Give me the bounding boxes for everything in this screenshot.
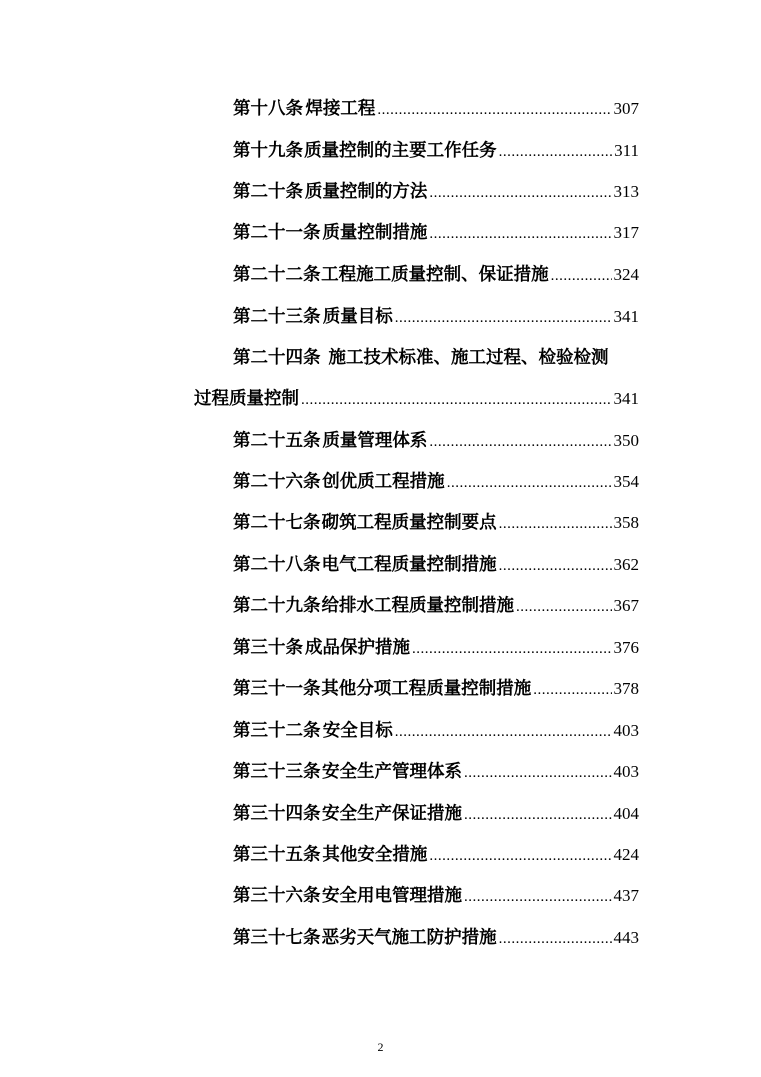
- toc-entry-number: 第二十八条: [233, 555, 321, 575]
- dot-leader: [464, 882, 611, 912]
- dot-leader: [395, 717, 612, 747]
- toc-entry[interactable]: [233, 302, 639, 332]
- toc-entry-title: 施工技术标准、施工过程、检验检测: [328, 348, 609, 368]
- toc-entry-page: 404: [613, 804, 639, 823]
- toc-entry-page: 403: [613, 721, 639, 740]
- dot-leader: [447, 468, 612, 498]
- toc-entry-number: 第三十条: [233, 638, 303, 658]
- toc-entry-number: 第二十条: [233, 182, 303, 202]
- toc-entry[interactable]: [233, 923, 639, 953]
- toc-entry-number: 第三十四条: [233, 804, 321, 824]
- toc-entry-title: 其他分项工程质量控制措施: [321, 679, 532, 699]
- toc-entry-page: 313: [613, 182, 639, 201]
- toc-entry[interactable]: [233, 260, 639, 290]
- toc-entry-title: 恶劣天气施工防护措施: [321, 928, 497, 948]
- toc-entry-number: 第三十三条: [233, 762, 321, 782]
- toc-entry-page: 358: [613, 513, 639, 532]
- toc-entry-number: 第二十一条: [233, 223, 321, 243]
- toc-entry-page: 403: [613, 762, 639, 781]
- toc-entry-number: 第二十七条: [233, 513, 321, 533]
- toc-entry[interactable]: [233, 218, 639, 248]
- toc-entry-page: 424: [613, 845, 639, 864]
- toc-entry-number: 第二十四条: [233, 348, 321, 368]
- toc-entry-page: 362: [613, 555, 639, 574]
- toc-entry-number: 第十九条: [233, 141, 303, 161]
- toc-entry-number: 第二十六条: [233, 472, 321, 492]
- toc-entry[interactable]: [233, 343, 653, 373]
- toc-entry[interactable]: [233, 633, 639, 663]
- toc-entry-number: 第三十二条: [233, 721, 321, 741]
- toc-entry-title: 质量目标: [322, 307, 393, 327]
- toc-entry-page: 443: [613, 928, 639, 947]
- toc-entry-page: 437: [613, 886, 639, 905]
- page-number: 2: [377, 1040, 384, 1054]
- toc-entry[interactable]: [233, 674, 639, 704]
- dot-leader: [499, 924, 612, 954]
- toc-entry[interactable]: [233, 94, 639, 124]
- toc-entry-number: 第二十九条: [233, 596, 321, 616]
- toc-entry-number: 第二十二条: [233, 265, 321, 285]
- toc-entry-title-continued: 过程质量控制: [194, 389, 299, 409]
- toc-entry-title: 其他安全措施: [322, 845, 428, 865]
- toc-entry-title: 质量控制措施: [322, 223, 428, 243]
- toc-entry[interactable]: [233, 508, 639, 538]
- toc-entry[interactable]: [233, 136, 639, 166]
- toc-entry-title: 创优质工程措施: [322, 472, 445, 492]
- toc-entry[interactable]: [233, 550, 639, 580]
- toc-entry-title: 工程施工质量控制、保证措施: [321, 265, 549, 285]
- toc-entry-page: 367: [613, 596, 639, 615]
- toc-entry[interactable]: [233, 840, 639, 870]
- toc-entry[interactable]: [233, 177, 639, 207]
- toc-entry-number: 第三十七条: [233, 928, 321, 948]
- dot-leader: [429, 427, 611, 457]
- toc-entry-title: 安全目标: [322, 721, 393, 741]
- toc-entry-page: 317: [613, 223, 639, 242]
- toc-entry-page: 341: [613, 389, 639, 408]
- dot-leader: [499, 137, 612, 167]
- toc-entry[interactable]: [233, 757, 639, 787]
- toc-entry-title: 电气工程质量控制措施: [321, 555, 497, 575]
- toc-entry-page: 307: [613, 99, 639, 118]
- toc-entry-number: 第二十三条: [233, 307, 321, 327]
- toc-entry-title: 安全用电管理措施: [322, 886, 463, 906]
- toc-entry[interactable]: [233, 716, 639, 746]
- toc-entry-page: 350: [613, 431, 639, 450]
- toc-entry-title: 安全生产保证措施: [322, 804, 463, 824]
- dot-leader: [551, 261, 612, 291]
- toc-entry[interactable]: [233, 467, 639, 497]
- dot-leader: [464, 758, 611, 788]
- toc-entry-number: 第三十六条: [233, 886, 321, 906]
- dot-leader: [499, 509, 612, 539]
- toc-entry-page: 378: [613, 679, 639, 698]
- toc-entry-number: 第三十一条: [233, 679, 321, 699]
- toc-entry-page: 341: [613, 307, 639, 326]
- toc-entry-continuation[interactable]: [194, 384, 639, 414]
- toc-entry[interactable]: [233, 591, 639, 621]
- dot-leader: [499, 551, 612, 581]
- dot-leader: [377, 95, 611, 125]
- toc-entry-title: 给排水工程质量控制措施: [321, 596, 514, 616]
- toc-entry[interactable]: [233, 426, 639, 456]
- toc-entry-title: 成品保护措施: [305, 638, 411, 658]
- toc-entry-number: 第三十五条: [233, 845, 321, 865]
- toc-entry-page: 324: [613, 265, 639, 284]
- toc-entry-page: 354: [613, 472, 639, 491]
- dot-leader: [516, 592, 612, 622]
- dot-leader: [464, 800, 611, 830]
- dot-leader: [533, 675, 611, 705]
- toc-entry-page: 376: [613, 638, 639, 657]
- dot-leader: [395, 303, 612, 333]
- dot-leader: [412, 634, 611, 664]
- toc-entry-number: 第二十五条: [233, 431, 321, 451]
- toc-entry-title: 安全生产管理体系: [322, 762, 463, 782]
- toc-entry-title: 质量控制的主要工作任务: [304, 141, 497, 161]
- dot-leader: [301, 385, 612, 415]
- toc-entry-page: 311: [614, 141, 639, 160]
- toc-entry-title: 砌筑工程质量控制要点: [321, 513, 497, 533]
- toc-entry[interactable]: [233, 881, 639, 911]
- toc-entry-number: 第十八条: [233, 99, 303, 119]
- toc-entry[interactable]: [233, 799, 639, 829]
- dot-leader: [429, 841, 611, 871]
- dot-leader: [429, 219, 611, 249]
- toc-entry-title: 质量控制的方法: [304, 182, 428, 202]
- dot-leader: [429, 178, 611, 208]
- toc-entry-title: 焊接工程: [305, 99, 376, 119]
- toc-entry-title: 质量管理体系: [322, 431, 428, 451]
